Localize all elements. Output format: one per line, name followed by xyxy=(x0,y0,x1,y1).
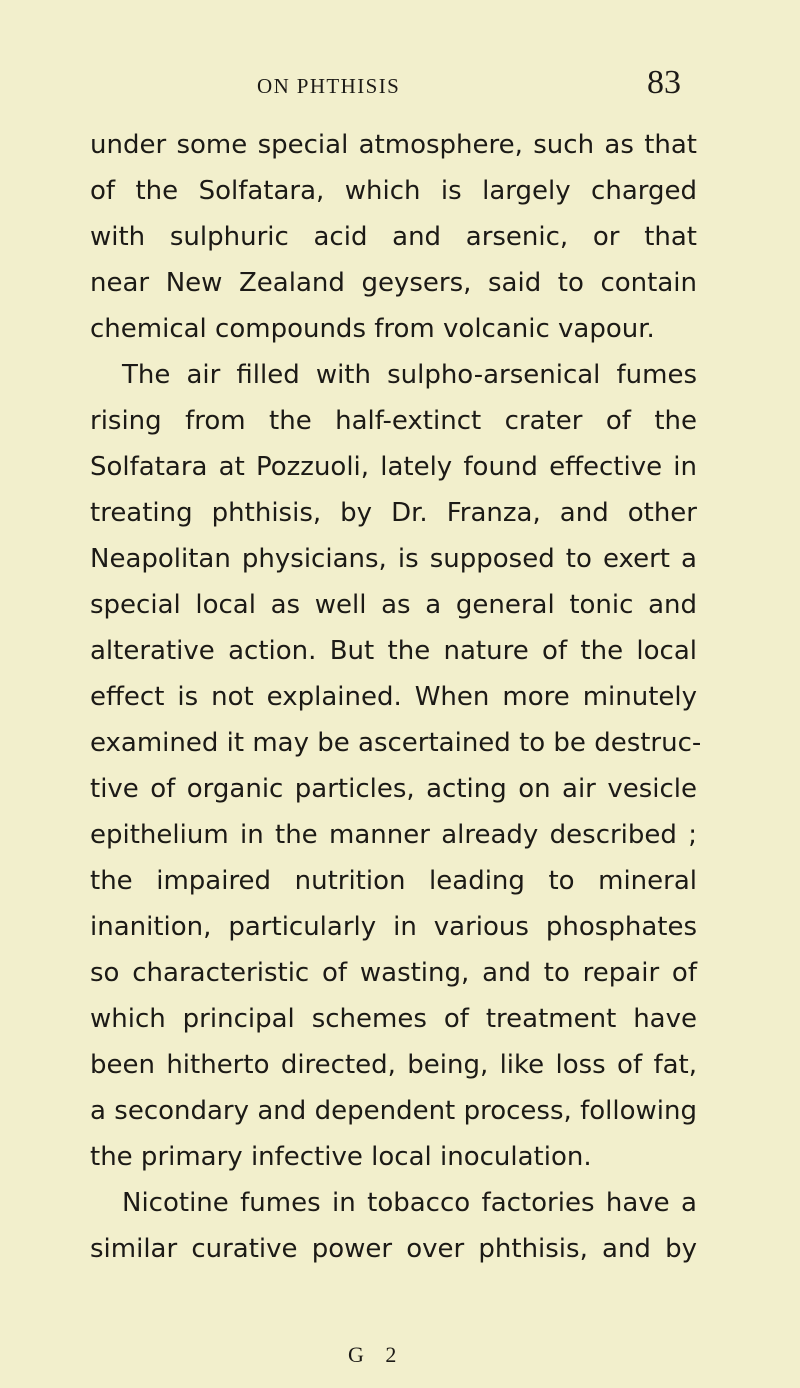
text-line: rising from the half-extinct crater of the xyxy=(90,406,697,436)
text-line: a secondary and dependent process, following xyxy=(90,1096,697,1126)
text-line: special local as well as a general tonic and xyxy=(90,590,697,620)
text-line: examined it may be ascertained to be destruc- xyxy=(90,728,702,758)
text-line: near New Zealand geysers, said to contain xyxy=(90,268,697,298)
text-line: been hitherto directed, being, like loss of fat, xyxy=(90,1050,697,1080)
page-number: 83 xyxy=(647,64,681,101)
running-title: ON PHTHISIS xyxy=(257,74,401,98)
text-line: with sulphuric acid and arsenic, or that xyxy=(90,222,697,252)
text-line: inanition, particularly in various phosphates xyxy=(90,912,697,942)
text-line: tive of organic particles, acting on air vesicle xyxy=(90,774,697,804)
text-line: under some special atmosphere, such as that xyxy=(90,130,697,160)
text-line: of the Solfatara, which is largely charged xyxy=(90,176,697,206)
text-line: epithelium in the manner already described ; xyxy=(90,820,697,850)
text-line: similar curative power over phthisis, and by xyxy=(90,1234,697,1264)
text-line: Nicotine fumes in tobacco factories have a xyxy=(122,1188,697,1218)
text-line: the impaired nutrition leading to mineral xyxy=(90,866,697,896)
text-line: Solfatara at Pozzuoli, lately found effective in xyxy=(90,452,697,482)
text-line: the primary infective local inoculation. xyxy=(90,1142,592,1172)
signature-mark: G 2 xyxy=(348,1342,405,1367)
running-head xyxy=(0,64,800,106)
text-line: effect is not explained. When more minutely xyxy=(90,682,697,712)
text-line: Neapolitan physicians, is supposed to exert a xyxy=(90,544,697,574)
text-line: so characteristic of wasting, and to repair of xyxy=(90,958,697,988)
text-line: chemical compounds from volcanic vapour. xyxy=(90,314,655,344)
text-line: which principal schemes of treatment have xyxy=(90,1004,697,1034)
text-line: alterative action. But the nature of the local xyxy=(90,636,697,666)
body-text xyxy=(90,122,702,1272)
text-line: treating phthisis, by Dr. Franza, and other xyxy=(90,498,697,528)
text-line: The air filled with sulpho-arsenical fumes xyxy=(122,360,697,390)
